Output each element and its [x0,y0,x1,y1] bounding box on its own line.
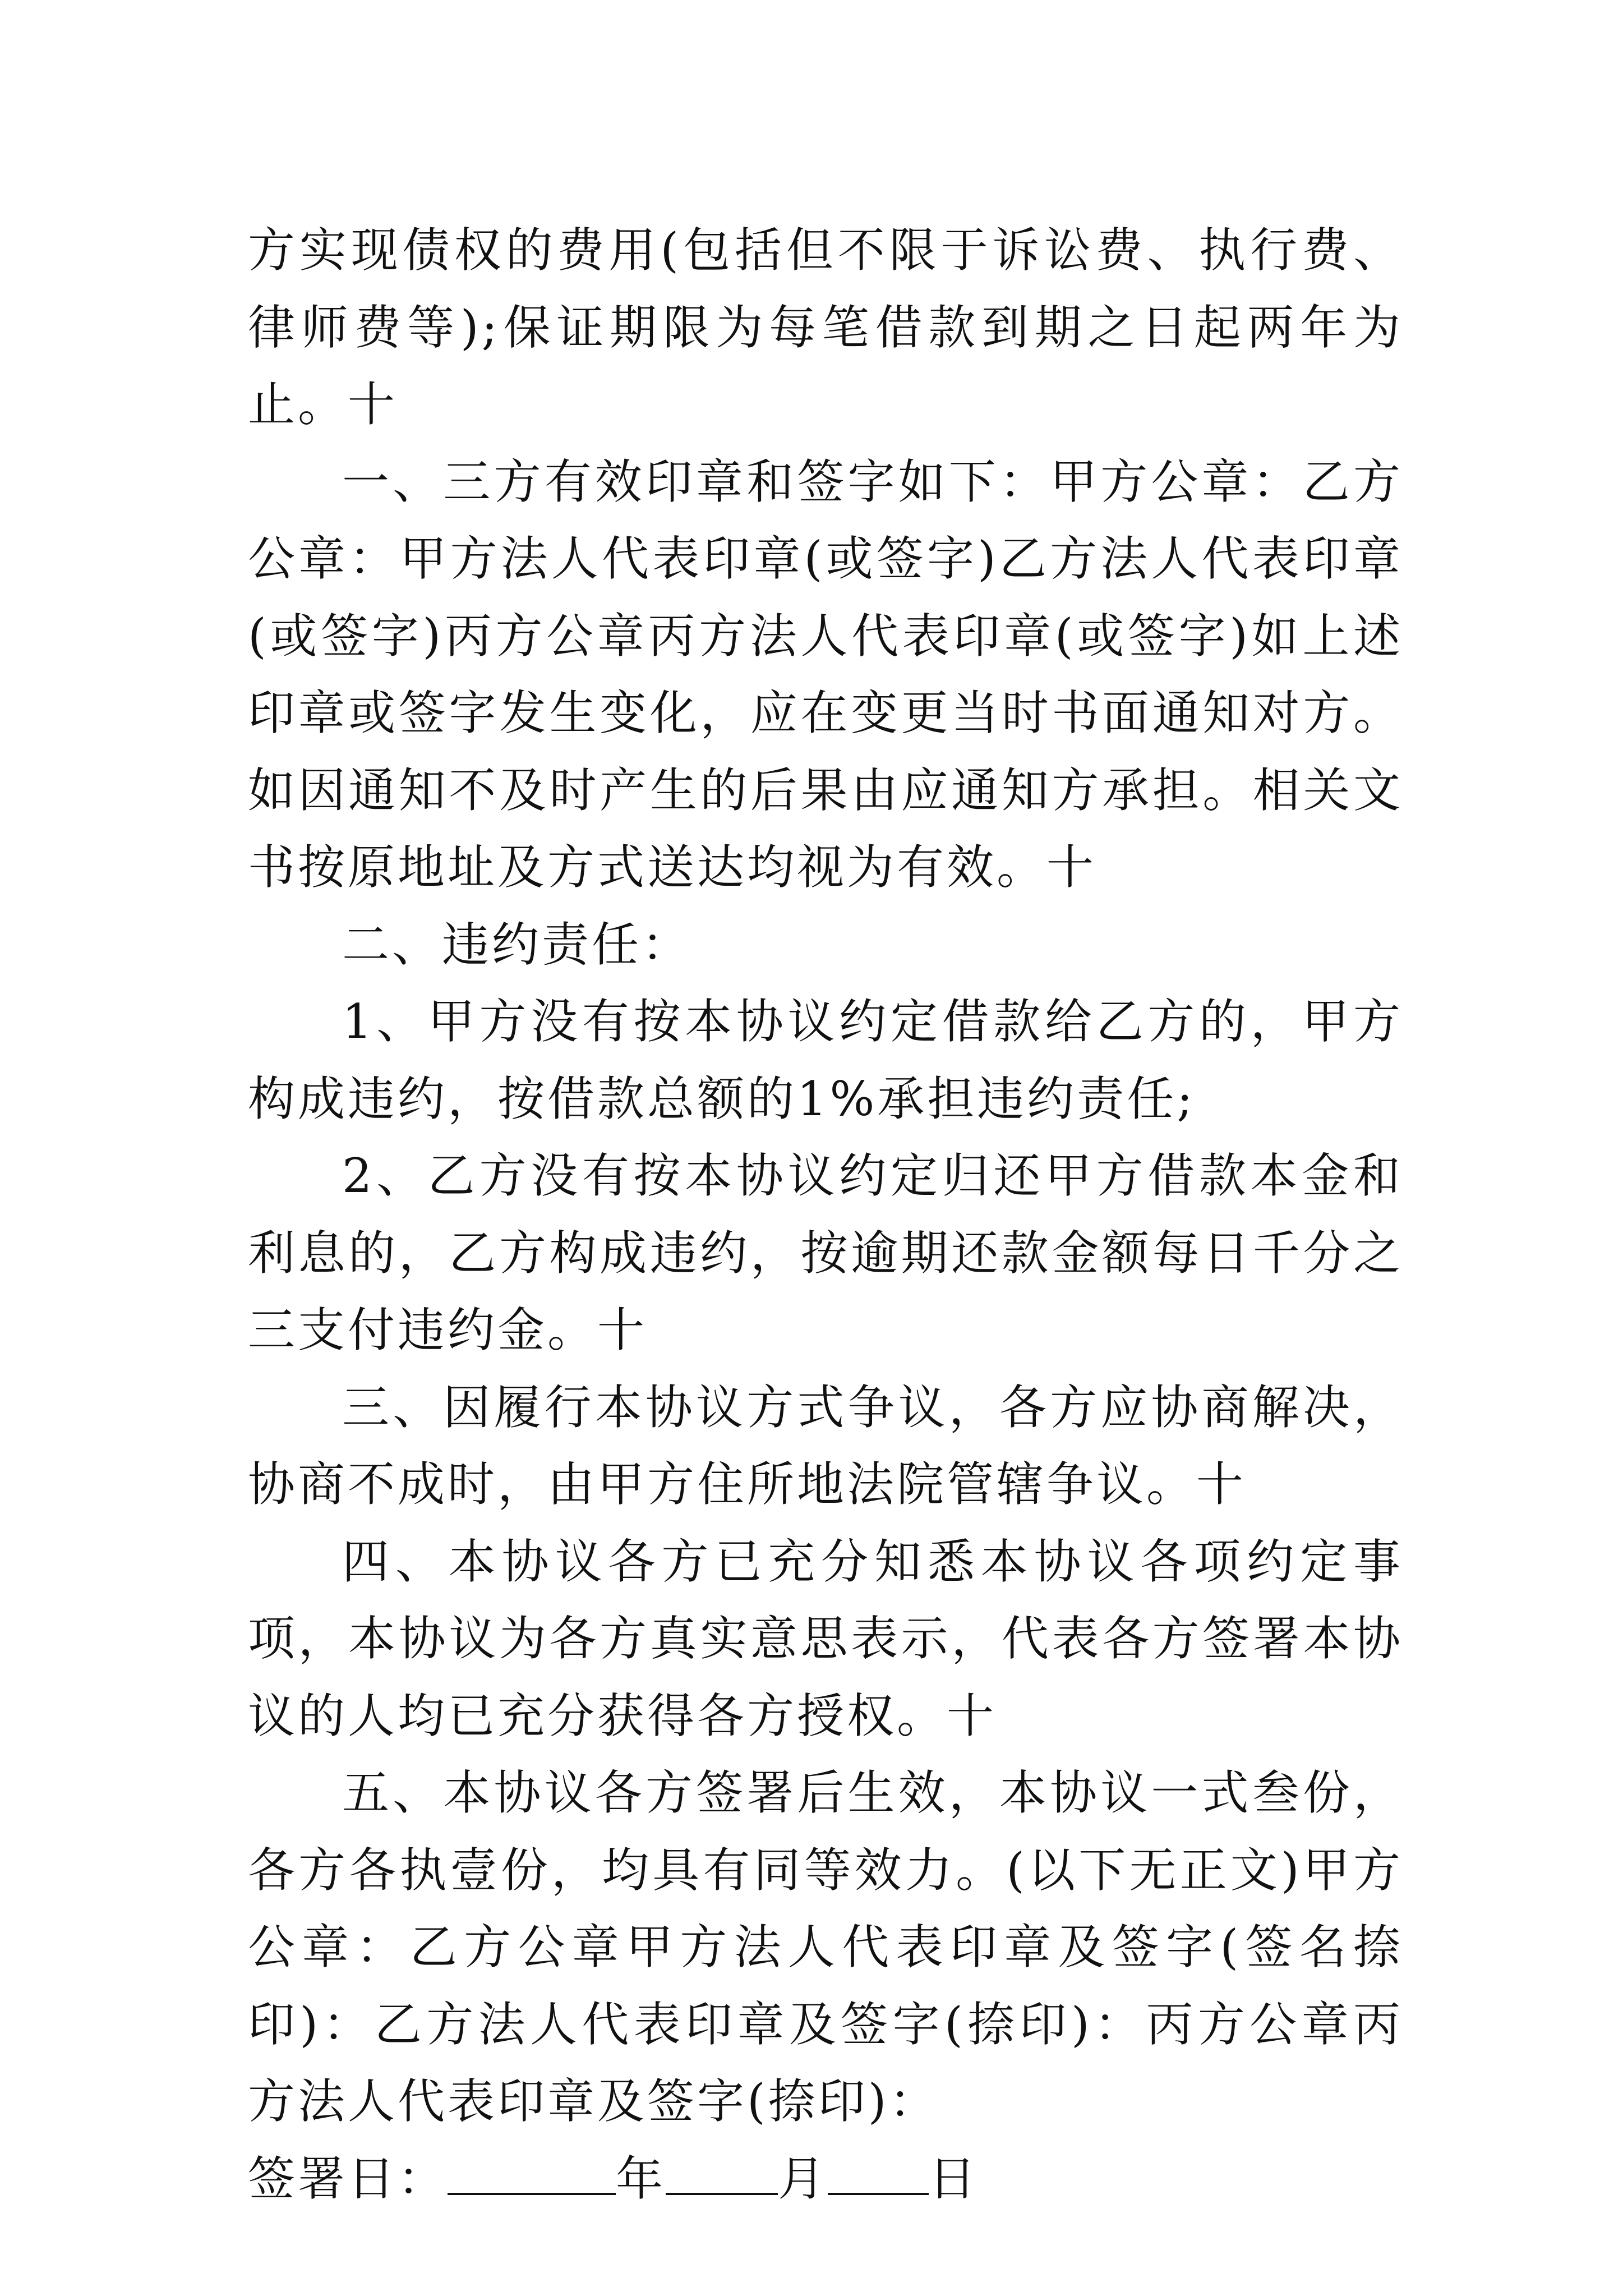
paragraph-liability-1: 1、甲方没有按本协议约定借款给乙方的，甲方构成违约，按借款总额的1%承担违约责任; [248,994,1403,1126]
day-blank[interactable] [828,2154,929,2195]
paragraph-dispute: 三、因履行本协议方式争议，各方应协商解决，协商不成时，由甲方住所地法院管辖争议。十 [248,1379,1403,1512]
month-label: 月 [778,2151,828,2206]
paragraph-continuation: 方实现债权的费用(包括但不限于诉讼费、执行费、律师费等);保证期限为每笔借款到期之日起两年为止。十 [248,223,1403,432]
paragraph-seals: 一、三方有效印章和签字如下：甲方公章：乙方公章：甲方法人代表印章(或签字)乙方法人代表印章(或签字)丙方公章丙方法人代表印章(或签字)如上述印章或签字发生变化，应在变更当时书面通知对方。如因通知不及时产生的后果由应通知方承担。相关文书按原地址及方式送达均视为有效。十 [248,454,1403,895]
day-label: 日 [929,2151,979,2206]
paragraph-effective: 五、本协议各方签署后生效，本协议一式叁份，各方各执壹份，均具有同等效力。(以下无正文)甲方公章：乙方公章甲方法人代表印章及签字(签名捺印)：乙方法人代表印章及签字(捺印)：丙方公章丙方法人代表印章及签字(捺印)： [248,1765,1403,2129]
year-blank[interactable] [448,2154,616,2195]
document-body [248,212,1403,2217]
month-blank[interactable] [666,2154,778,2195]
paragraph-liability-2: 2、乙方没有按本协议约定归还甲方借款本金和利息的，乙方构成违约，按逾期还款金额每日千分之三支付违约金。十 [248,1148,1403,1358]
year-label: 年 [616,2151,666,2206]
signature-date-label: 签署日： [248,2151,448,2206]
paragraph-liability-heading: 二、违约责任： [342,917,692,972]
paragraph-authorization: 四、本协议各方已充分知悉本协议各项约定事项，本协议为各方真实意思表示，代表各方签署本协议的人均已充分获得各方授权。十 [248,1534,1403,1743]
signature-date-line [248,2141,1403,2218]
